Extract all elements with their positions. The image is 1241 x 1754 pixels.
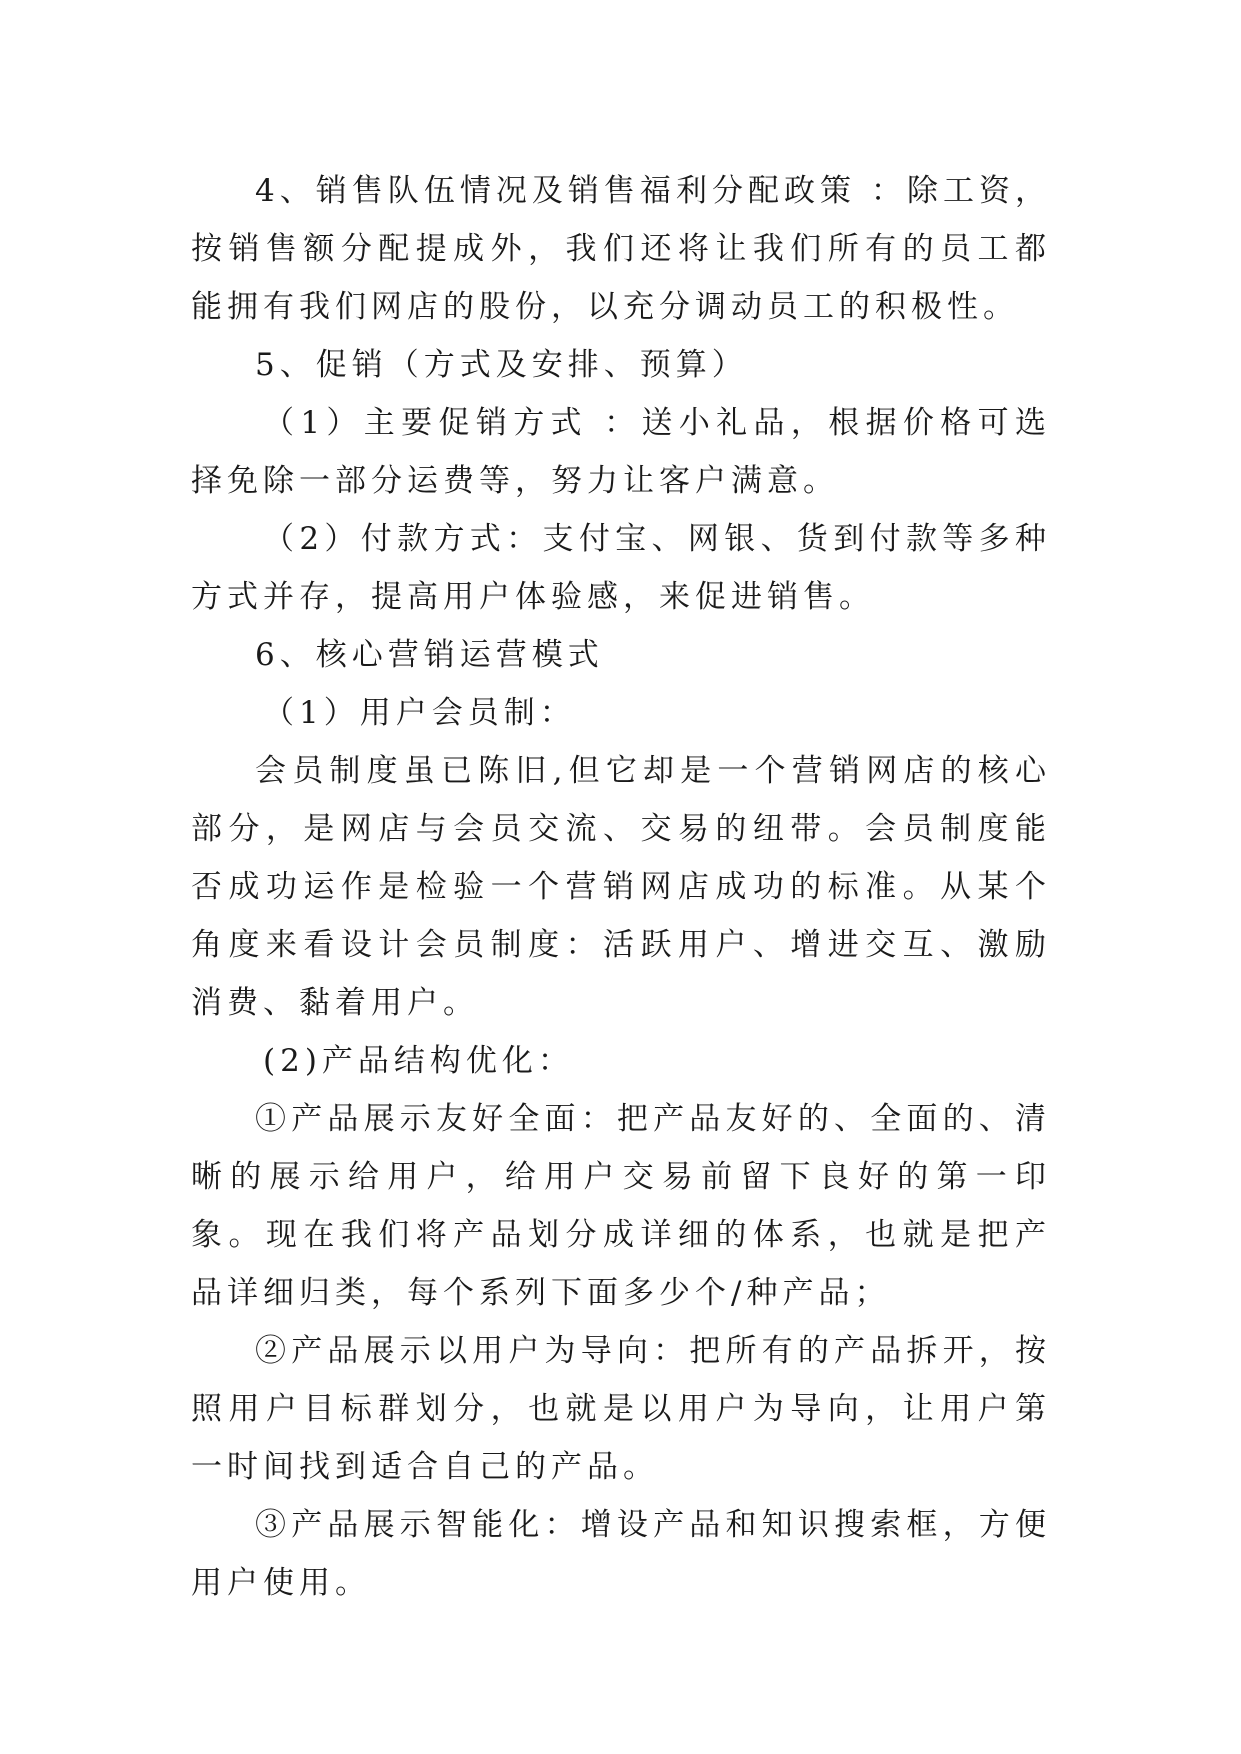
document-body (191, 162, 1051, 1612)
heading-promotion: 5、促销（方式及安排、预算） (255, 347, 748, 383)
paragraph-product-display-3: ③产品展示智能化：增设产品和知识搜索框，方便用户使用。 (191, 1507, 1051, 1601)
heading-product-structure: (2)产品结构优化： (263, 1043, 574, 1079)
paragraph-product-display-1: ①产品展示友好全面：把产品友好的、全面的、清晰的展示给用户，给用户交易前留下良好的第一印象。现在我们将产品划分成详细的体系，也就是把产品详细归类，每个系列下面多少个/种产品； (191, 1101, 1051, 1311)
heading-core-marketing: 6、核心营销运营模式 (255, 637, 604, 673)
paragraph-product-display-2: ②产品展示以用户为导向：把所有的产品拆开，按照用户目标群划分，也就是以用户为导向，让用户第一时间找到适合自己的产品。 (191, 1333, 1051, 1485)
heading-membership: （1）用户会员制： (263, 695, 576, 731)
paragraph-sales-team: 4、销售队伍情况及销售福利分配政策 ：除工资，按销售额分配提成外，我们还将让我们所有的员工都能拥有我们网店的股份，以充分调动员工的积极性。 (191, 173, 1051, 325)
paragraph-membership: 会员制度虽已陈旧,但它却是一个营销网店的核心部分，是网店与会员交流、交易的纽带。会员制度能否成功运作是检验一个营销网店成功的标准。从某个角度来看设计会员制度：活跃用户、增进交互、激励消费、黏着用户。 (191, 753, 1051, 1021)
paragraph-payment-method: （2）付款方式：支付宝、网银、货到付款等多种方式并存，提高用户体验感，来促进销售。 (191, 521, 1051, 615)
paragraph-promotion-method: （1）主要促销方式 ：送小礼品，根据价格可选择免除一部分运费等，努力让客户满意。 (191, 405, 1051, 499)
